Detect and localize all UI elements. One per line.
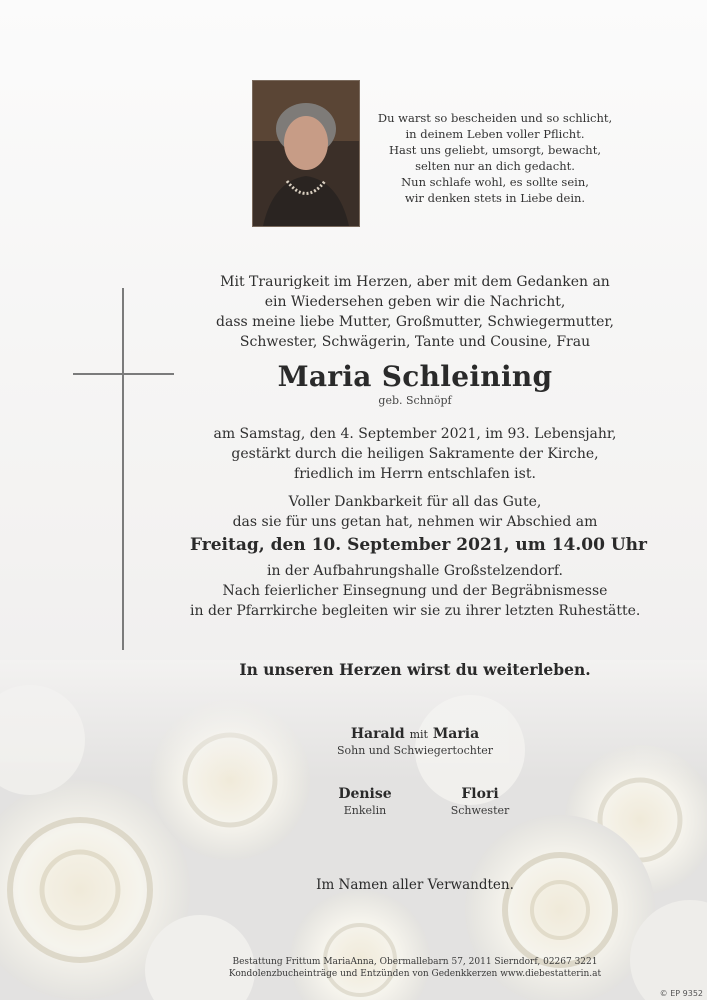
cross-icon bbox=[122, 288, 124, 650]
product-code: © EP 9352 bbox=[659, 989, 703, 998]
funeral-details-line: in der Aufbahrungshalle Großstelzendorf. bbox=[266, 563, 564, 579]
mourner-left bbox=[315, 786, 415, 817]
funeral-details-line: in der Pfarrkirche begleiten wir sie zu ihrer letzten Ruhestätte. bbox=[190, 603, 641, 619]
mourner-connector: mit bbox=[409, 728, 428, 741]
death-notice-line: gestärkt durch die heiligen Sakramente der Kirche, bbox=[231, 446, 599, 462]
white-roses-image bbox=[0, 660, 707, 1000]
mourner-right bbox=[430, 786, 530, 817]
mourner-relation: Enkelin bbox=[343, 804, 387, 817]
relatives-signoff: Im Namen aller Verwandten. bbox=[316, 877, 514, 893]
footer-line: Bestattung Frittum MariaAnna, Obermallebarn 57, 2011 Sierndorf, 02267 3221 bbox=[232, 957, 598, 967]
maiden-name: geb. Schnöpf bbox=[378, 394, 452, 407]
mourner-couple bbox=[290, 726, 540, 757]
intro-text bbox=[190, 272, 640, 352]
cross-icon-beam bbox=[73, 373, 174, 375]
motto: In unseren Herzen wirst du weiterleben. bbox=[239, 660, 591, 679]
death-notice bbox=[190, 424, 640, 484]
funeral-details-line: Nach feierlicher Einsegnung und der Begräbnismesse bbox=[222, 583, 608, 599]
portrait-photo bbox=[252, 80, 360, 227]
poem-line: in deinem Leben voller Pflicht. bbox=[405, 127, 585, 141]
poem-line: Nun schlafe wohl, es sollte sein, bbox=[401, 175, 589, 189]
footer bbox=[200, 956, 630, 980]
death-notice-line: am Samstag, den 4. September 2021, im 93. Lebensjahr, bbox=[213, 426, 617, 442]
poem-line: selten nur an dich gedacht. bbox=[415, 159, 575, 173]
mourner-name: Denise bbox=[338, 786, 392, 802]
intro-line: dass meine liebe Mutter, Großmutter, Schwiegermutter, bbox=[216, 314, 614, 330]
deceased-name: Maria Schleining bbox=[277, 360, 553, 393]
gratitude-line: das sie für uns getan hat, nehmen wir Abschied am bbox=[232, 514, 598, 530]
intro-line: Schwester, Schwägerin, Tante und Cousine, Frau bbox=[239, 334, 591, 350]
mourner-name: Harald bbox=[350, 726, 405, 742]
mourner-relation: Sohn und Schwiegertochter bbox=[336, 744, 494, 757]
gratitude-text bbox=[190, 492, 640, 532]
funeral-date: Freitag, den 10. September 2021, um 14.00 Uhr bbox=[190, 535, 647, 555]
gratitude-line: Voller Dankbarkeit für all das Gute, bbox=[288, 494, 542, 510]
poem-line: Hast uns geliebt, umsorgt, bewacht, bbox=[389, 143, 601, 157]
footer-line: Kondolenzbucheinträge und Entzünden von Gedenkkerzen www.diebestatterin.at bbox=[228, 969, 602, 979]
intro-line: ein Wiedersehen geben wir die Nachricht, bbox=[264, 294, 566, 310]
poem-line: wir denken stets in Liebe dein. bbox=[404, 191, 586, 205]
poem bbox=[360, 110, 630, 206]
death-notice-line: friedlich im Herrn entschlafen ist. bbox=[294, 466, 536, 482]
funeral-details bbox=[190, 561, 640, 621]
mourner-relation: Schwester bbox=[450, 804, 510, 817]
mourner-name: Maria bbox=[432, 726, 480, 742]
mourner-name: Flori bbox=[461, 786, 499, 802]
intro-line: Mit Traurigkeit im Herzen, aber mit dem Gedanken an bbox=[220, 274, 610, 290]
poem-line: Du warst so bescheiden und so schlicht, bbox=[377, 111, 613, 125]
